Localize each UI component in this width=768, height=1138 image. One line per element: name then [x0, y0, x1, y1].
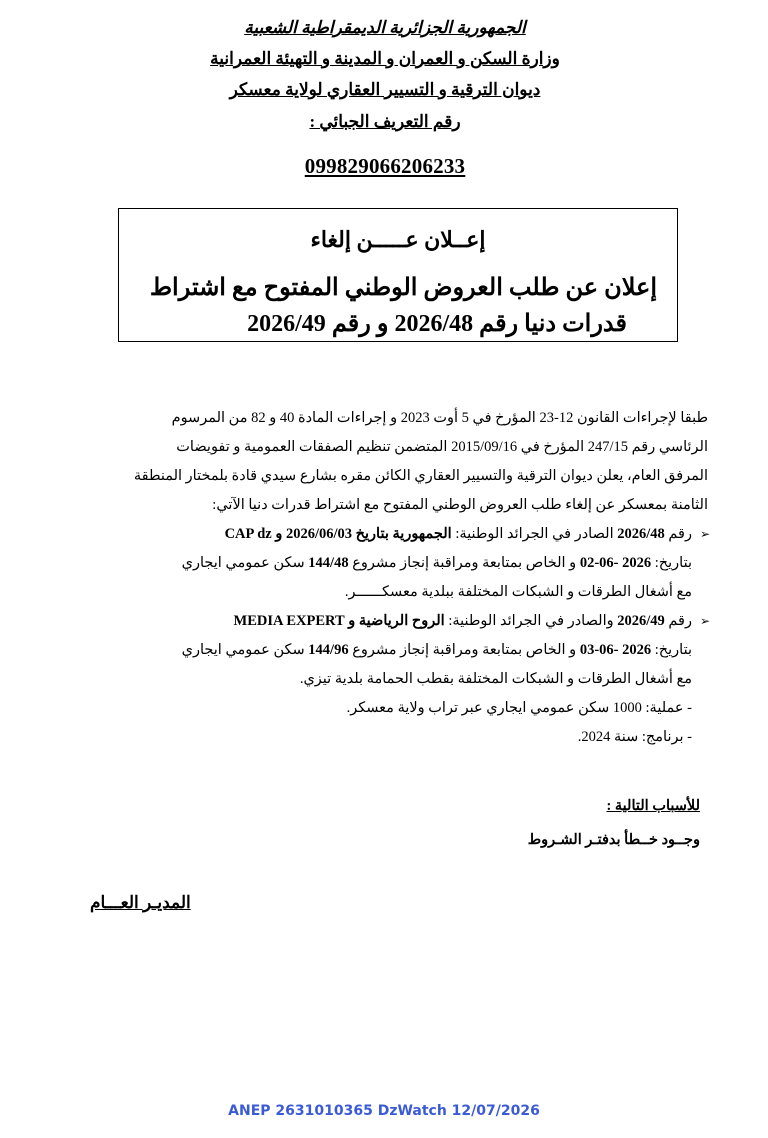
tender-number: 2026/49 — [617, 613, 665, 629]
reasons-heading: للأسباب التالية : — [606, 798, 700, 814]
publication-stamp: ANEP 2631010365 DzWatch 12/07/2026 — [228, 1103, 540, 1119]
newspaper-name: MEDIA EXPERT — [233, 613, 345, 629]
item-text: والصادر في الجرائد الوطنية: — [448, 613, 614, 629]
item-text: و — [348, 613, 356, 629]
intro-line: الرئاسي رقم 247/15 المؤرخ في 2015/09/16 المتضمن تنظيم الصفقات العمومية و تفويضات — [176, 439, 708, 455]
announcement-title: إعــلان عـــــن إلغاء — [310, 227, 486, 252]
intro-line: طبقا لإجراءات القانون 12-23 المؤرخ في 5 أوت 2023 و إجراءات المادة 40 و 82 من المرسوم — [171, 410, 708, 426]
tender-item-2-line3: مع أشغال الطرقات و الشبكات المختلفة بقطب الحمامة بلدية تيزي. — [299, 671, 692, 687]
office-heading: ديوان الترقية و التسيير العقاري لولاية معسكر — [229, 80, 541, 99]
tender-item-2-line2 — [118, 636, 708, 665]
newspaper-name: CAP dz — [224, 526, 272, 542]
program-line: - برنامج: سنة 2024. — [577, 729, 692, 745]
reasons-text: وجــود خــطأ بدفتـر الشـروط — [527, 832, 700, 848]
tax-id-label: رقم التعريف الجبائي : — [309, 112, 461, 131]
tender-item-1 — [118, 520, 708, 549]
item-text: رقم — [668, 526, 692, 542]
title-box — [118, 208, 678, 342]
newspaper-name: الجمهورية بتاريخ 2026/06/03 — [285, 526, 452, 542]
intro-line: المرفق العام، يعلن ديوان الترقية والتسيير العقاري الكائن مقره بشارع سيدي قادة بلمختار المنطقة — [133, 468, 708, 484]
tender-number: 2026/48 — [617, 526, 665, 542]
item-text: سكن عمومي ايجاري — [181, 555, 305, 571]
item-text: و — [275, 526, 283, 542]
announcement-subtitle-line2: قدرات دنيا رقم 2026/48 و رقم 2026/49 — [247, 311, 627, 337]
item-text: و الخاص بمتابعة ومراقبة إنجاز مشروع — [352, 555, 577, 571]
tax-id-number: 099829066206233 — [304, 154, 466, 178]
publication-date: 03-06- 2026 — [579, 642, 652, 658]
item-text: رقم — [668, 613, 692, 629]
operation-line: - عملية: 1000 سكن عمومي ايجاري عبر تراب ولاية معسكر. — [346, 700, 692, 716]
announcement-subtitle-line1: إعلان عن طلب العروض الوطني المفتوح مع اشتراط — [149, 275, 657, 301]
item-text: و الخاص بمتابعة ومراقبة إنجاز مشروع — [352, 642, 577, 658]
tender-item-1-line3: مع أشغال الطرقات و الشبكات المختلفة ببلدية معسكــــــر. — [344, 584, 692, 600]
project-number: 144/48 — [308, 555, 349, 571]
project-number: 144/96 — [308, 642, 349, 658]
ministry-heading: وزارة السكن و العمران و المدينة و التهيئة العمرانية — [210, 49, 560, 68]
tender-item-1-line2 — [118, 549, 708, 578]
publication-date: 02-06- 2026 — [579, 555, 652, 571]
newspaper-name: الروح الرياضية — [358, 613, 445, 629]
republic-heading: الجمهورية الجزائرية الديمقراطية الشعبية — [244, 18, 526, 37]
item-text: بتاريخ: — [654, 555, 692, 571]
item-text: الصادر في الجرائد الوطنية: — [455, 526, 614, 542]
bullet-arrow-icon: ➢ — [699, 614, 710, 628]
item-text: بتاريخ: — [654, 642, 692, 658]
bullet-arrow-icon: ➢ — [699, 527, 710, 541]
item-text: سكن عمومي ايجاري — [181, 642, 305, 658]
tender-item-2 — [118, 607, 708, 636]
director-signature-title: المديـر العـــام — [90, 893, 191, 912]
announcement-body — [118, 404, 708, 752]
intro-line: الثامنة بمعسكر عن إلغاء طلب العروض الوطني المفتوح مع اشتراط قدرات دنيا الآتي: — [212, 497, 708, 513]
